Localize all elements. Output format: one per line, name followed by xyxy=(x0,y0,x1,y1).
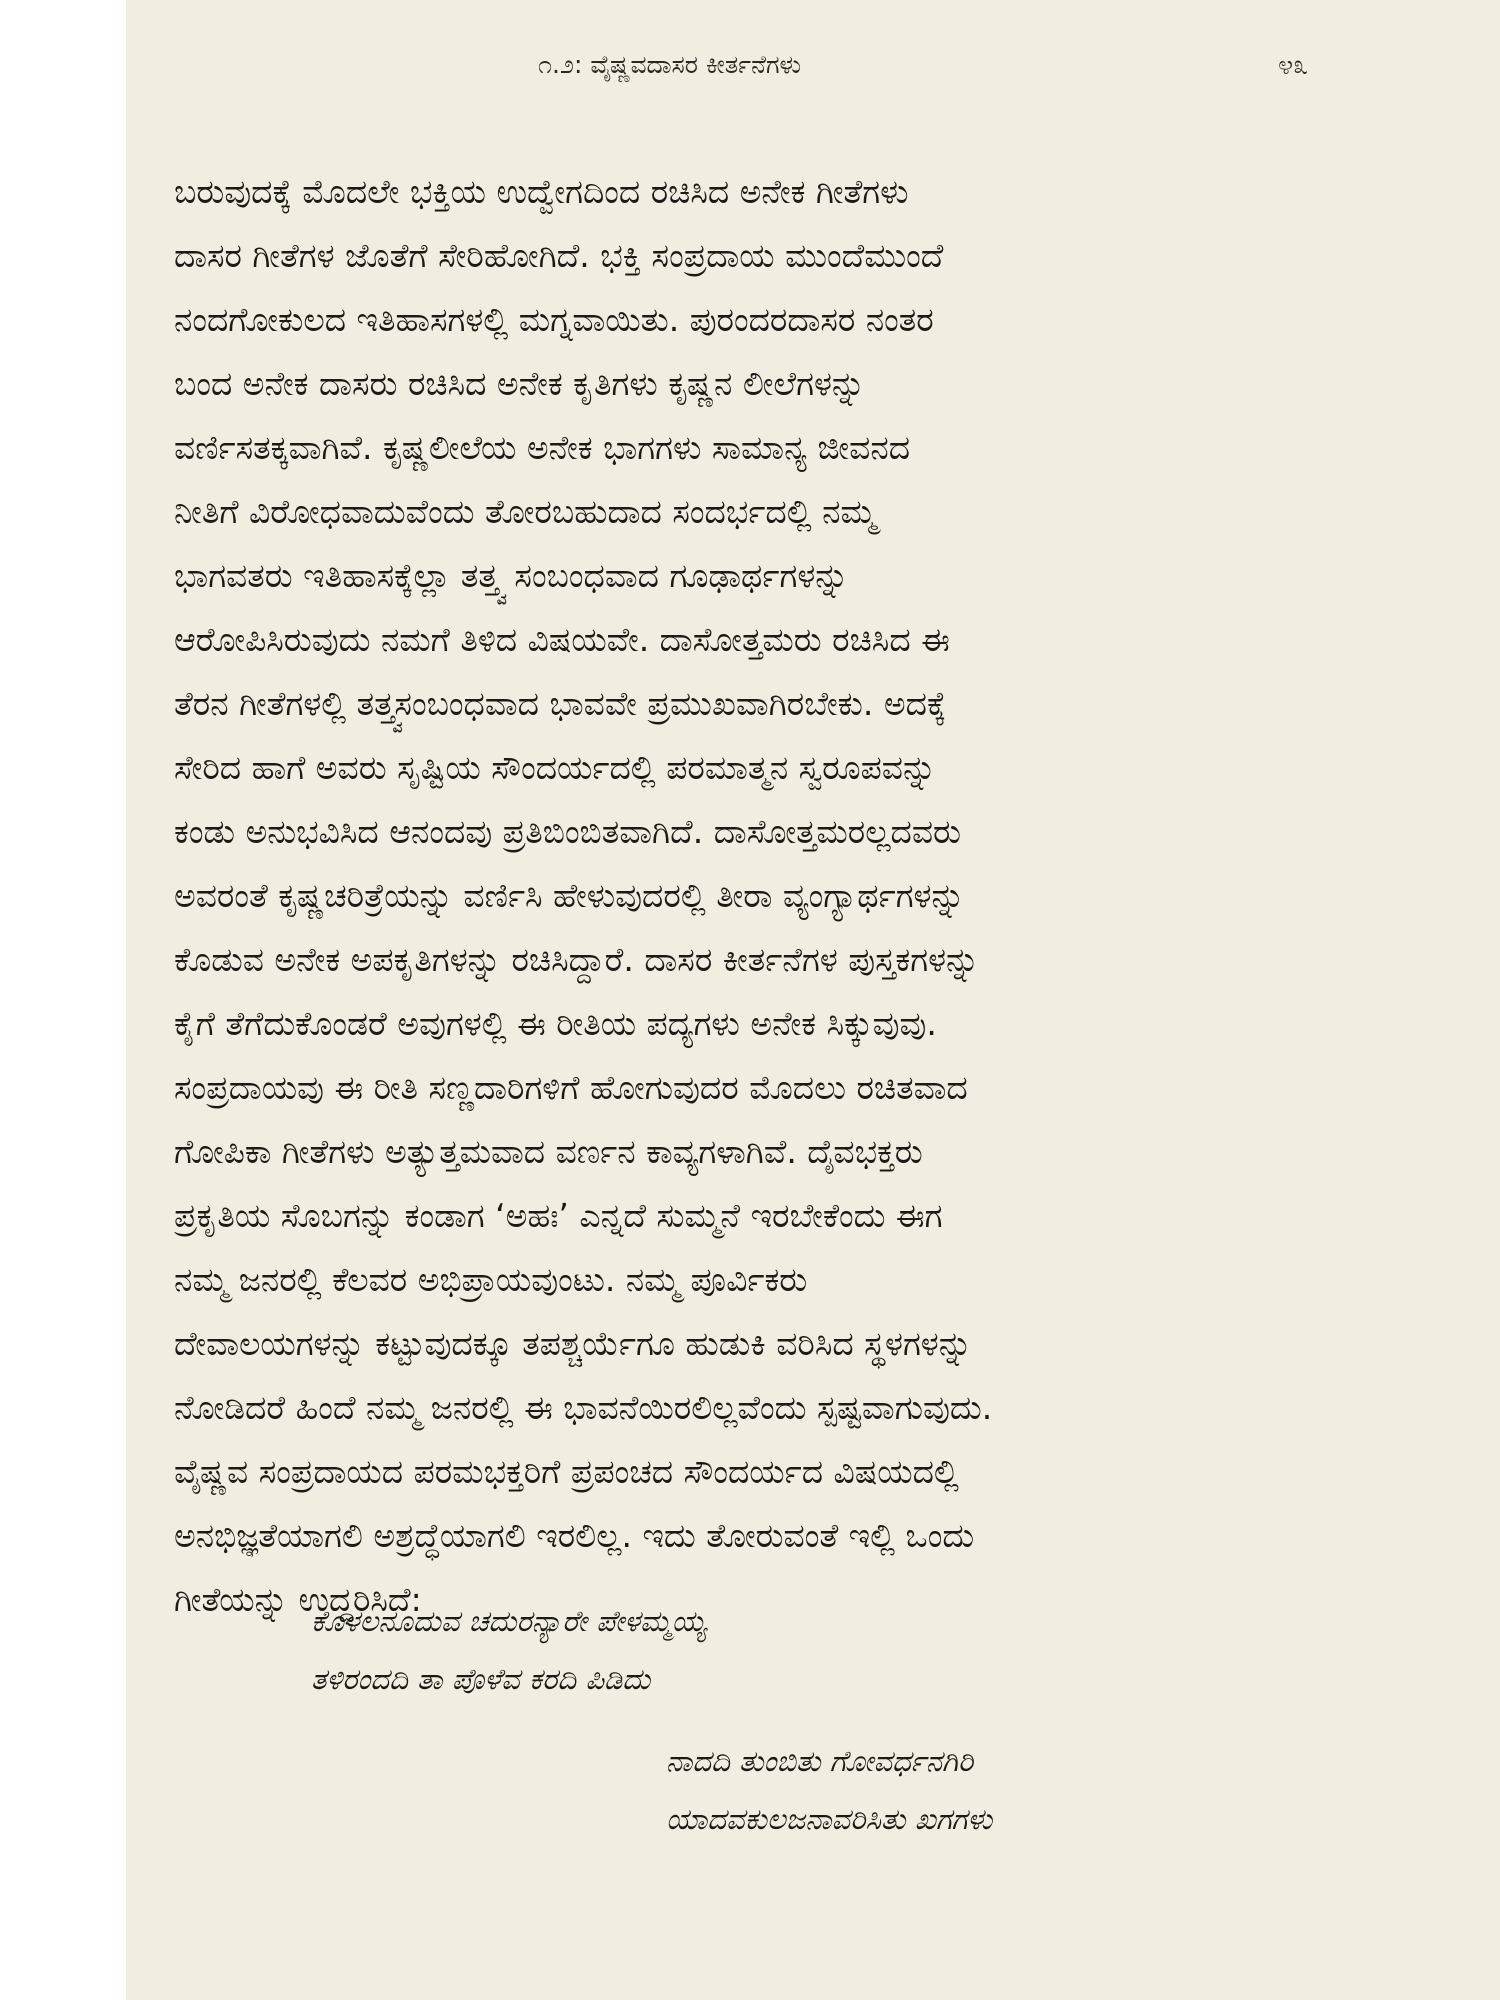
body-line: ಕೊಡುವ ಅನೇಕ ಅಪಕೃತಿಗಳನ್ನು ರಚಿಸಿದ್ದಾರೆ. ದಾಸರ ಕೀರ್ತನೆಗಳ ಪುಸ್ತಕಗಳನ್ನು xyxy=(174,940,980,979)
body-line: ನಮ್ಮ ಜನರಲ್ಲಿ ಕೆಲವರ ಅಭಿಪ್ರಾಯವುಂಟು. ನಮ್ಮ ಪೂರ್ವಿಕರು xyxy=(174,1260,808,1299)
poem-stanza-2 xyxy=(666,1732,1500,1848)
poem-line: ಕೊಳಲನೂದುವ ಚದುರನ್ಯಾರೇ ಪೇಳಮ್ಮಯ್ಯ xyxy=(311,1604,707,1638)
body-line: ವರ್ಣಿಸತಕ್ಕವಾಗಿವೆ. ಕೃಷ್ಣಲೀಲೆಯ ಅನೇಕ ಭಾಗಗಳು ಸಾಮಾನ್ಯ ಜೀವನದ xyxy=(174,428,911,467)
body-line: ಸಂಪ್ರದಾಯವು ಈ ರೀತಿ ಸಣ್ಣದಾರಿಗಳಿಗೆ ಹೋಗುವುದರ ಮೊದಲು ರಚಿತವಾದ xyxy=(174,1068,968,1107)
body-line: ತೆರನ ಗೀತೆಗಳಲ್ಲಿ ತತ್ತ್ವಸಂಬಂಧವಾದ ಭಾವವೇ ಪ್ರಮುಖವಾಗಿರಬೇಕು. ಅದಕ್ಕೆ xyxy=(174,684,947,723)
body-line: ಅವರಂತೆ ಕೃಷ್ಣಚರಿತ್ರೆಯನ್ನು ವರ್ಣಿಸಿ ಹೇಳುವುದರಲ್ಲಿ ತೀರಾ ವ್ಯಂಗ್ಯಾರ್ಥಗಳನ್ನು xyxy=(174,876,965,915)
body-line: ಬಂದ ಅನೇಕ ದಾಸರು ರಚಿಸಿದ ಅನೇಕ ಕೃತಿಗಳು ಕೃಷ್ಣನ ಲೀಲೆಗಳನ್ನು xyxy=(174,364,866,403)
body-line: ಪ್ರಕೃತಿಯ ಸೊಬಗನ್ನು ಕಂಡಾಗ ‘ಅಹಃ’ ಎನ್ನದೆ ಸುಮ್ಮನೆ ಇರಬೇಕೆಂದು ಈಗ xyxy=(174,1196,943,1235)
poem-line: ನಾದದಿ ತುಂಬಿತು ಗೋವರ್ಧನಗಿರಿ xyxy=(666,1744,974,1778)
body-line: ನೋಡಿದರೆ ಹಿಂದೆ ನಮ್ಮ ಜನರಲ್ಲಿ ಈ ಭಾವನೆಯಿರಲಿಲ್ಲವೆಂದು ಸ್ಪಷ್ಟವಾಗುವುದು. xyxy=(174,1388,993,1427)
body-line: ನಂದಗೋಕುಲದ ಇತಿಹಾಸಗಳಲ್ಲಿ ಮಗ್ನವಾಯಿತು. ಪುರಂದರದಾಸರ ನಂತರ xyxy=(174,300,934,339)
poem-stanza-1 xyxy=(311,1592,1311,1708)
body-line: ದೇವಾಲಯಗಳನ್ನು ಕಟ್ಟುವುದಕ್ಕೂ ತಪಶ್ಚರ್ಯೆಗೂ ಹುಡುಕಿ ವರಿಸಿದ ಸ್ಥಳಗಳನ್ನು xyxy=(174,1324,973,1363)
body-line: ಸೇರಿದ ಹಾಗೆ ಅವರು ಸೃಷ್ಟಿಯ ಸೌಂದರ್ಯದಲ್ಲಿ ಪರಮಾತ್ಮನ ಸ್ವರೂಪವನ್ನು xyxy=(174,748,937,787)
body-line: ದಾಸರ ಗೀತೆಗಳ ಜೊತೆಗೆ ಸೇರಿಹೋಗಿದೆ. ಭಕ್ತಿ ಸಂಪ್ರದಾಯ ಮುಂದೆಮುಂದೆ xyxy=(174,236,944,275)
body-line: ಭಾಗವತರು ಇತಿಹಾಸಕ್ಕೆಲ್ಲಾ ತತ್ತ್ವ ಸಂಬಂಧವಾದ ಗೂಢಾರ್ಥಗಳನ್ನು xyxy=(174,556,849,595)
poem-line: ಯಾದವಕುಲಜನಾವರಿಸಿತು ಖಗಗಳು xyxy=(666,1802,993,1836)
running-head: ೧.೨: ವೈಷ್ಣವದಾಸರ ಕೀರ್ತನೆಗಳು xyxy=(538,50,802,79)
body-line: ನೀತಿಗೆ ವಿರೋಧವಾದುವೆಂದು ತೋರಬಹುದಾದ ಸಂದರ್ಭದಲ್ಲಿ ನಮ್ಮ xyxy=(174,492,877,531)
body-line: ಗೋಪಿಕಾ ಗೀತೆಗಳು ಅತ್ಯುತ್ತಮವಾದ ವರ್ಣನ ಕಾವ್ಯಗಳಾಗಿವೆ. ದೈವಭಕ್ತರು xyxy=(174,1132,923,1171)
poem-line: ತಳಿರಂದದಿ ತಾ ಪೊಳೆವ ಕರದಿ ಪಿಡಿದು xyxy=(311,1662,651,1696)
body-line: ಬರುವುದಕ್ಕೆ ಮೊದಲೇ ಭಕ್ತಿಯ ಉದ್ವೇಗದಿಂದ ರಚಿಸಿದ ಅನೇಕ ಗೀತೆಗಳು xyxy=(174,172,909,211)
body-line: ಆರೋಪಿಸಿರುವುದು ನಮಗೆ ತಿಳಿದ ವಿಷಯವೇ. ದಾಸೋತ್ತಮರು ರಚಿಸಿದ ಈ xyxy=(174,620,950,659)
body-line: ಗೀತೆಯನ್ನು ಉದ್ಧರಿಸಿದೆ: xyxy=(174,1580,422,1619)
page-number: ೪೩ xyxy=(1278,50,1309,81)
body-text xyxy=(174,160,1354,1632)
body-line: ಕಂಡು ಅನುಭವಿಸಿದ ಆನಂದವು ಪ್ರತಿಬಿಂಬಿತವಾಗಿದೆ. ದಾಸೋತ್ತಮರಲ್ಲದವರು xyxy=(174,812,961,851)
book-page xyxy=(126,0,1500,2000)
body-line: ಅನಭಿಜ್ಞತೆಯಾಗಲಿ ಅಶ್ರದ್ಧೆಯಾಗಲಿ ಇರಲಿಲ್ಲ. ಇದು ತೋರುವಂತೆ ಇಲ್ಲಿ ಒಂದು xyxy=(174,1516,975,1555)
body-line: ಕೈಗೆ ತೆಗೆದುಕೊಂಡರೆ ಅವುಗಳಲ್ಲಿ ಈ ರೀತಿಯ ಪದ್ಯಗಳು ಅನೇಕ ಸಿಕ್ಕುವುವು. xyxy=(174,1004,937,1043)
body-line: ವೈಷ್ಣವ ಸಂಪ್ರದಾಯದ ಪರಮಭಕ್ತರಿಗೆ ಪ್ರಪಂಚದ ಸೌಂದರ್ಯದ ವಿಷಯದಲ್ಲಿ xyxy=(174,1452,959,1491)
